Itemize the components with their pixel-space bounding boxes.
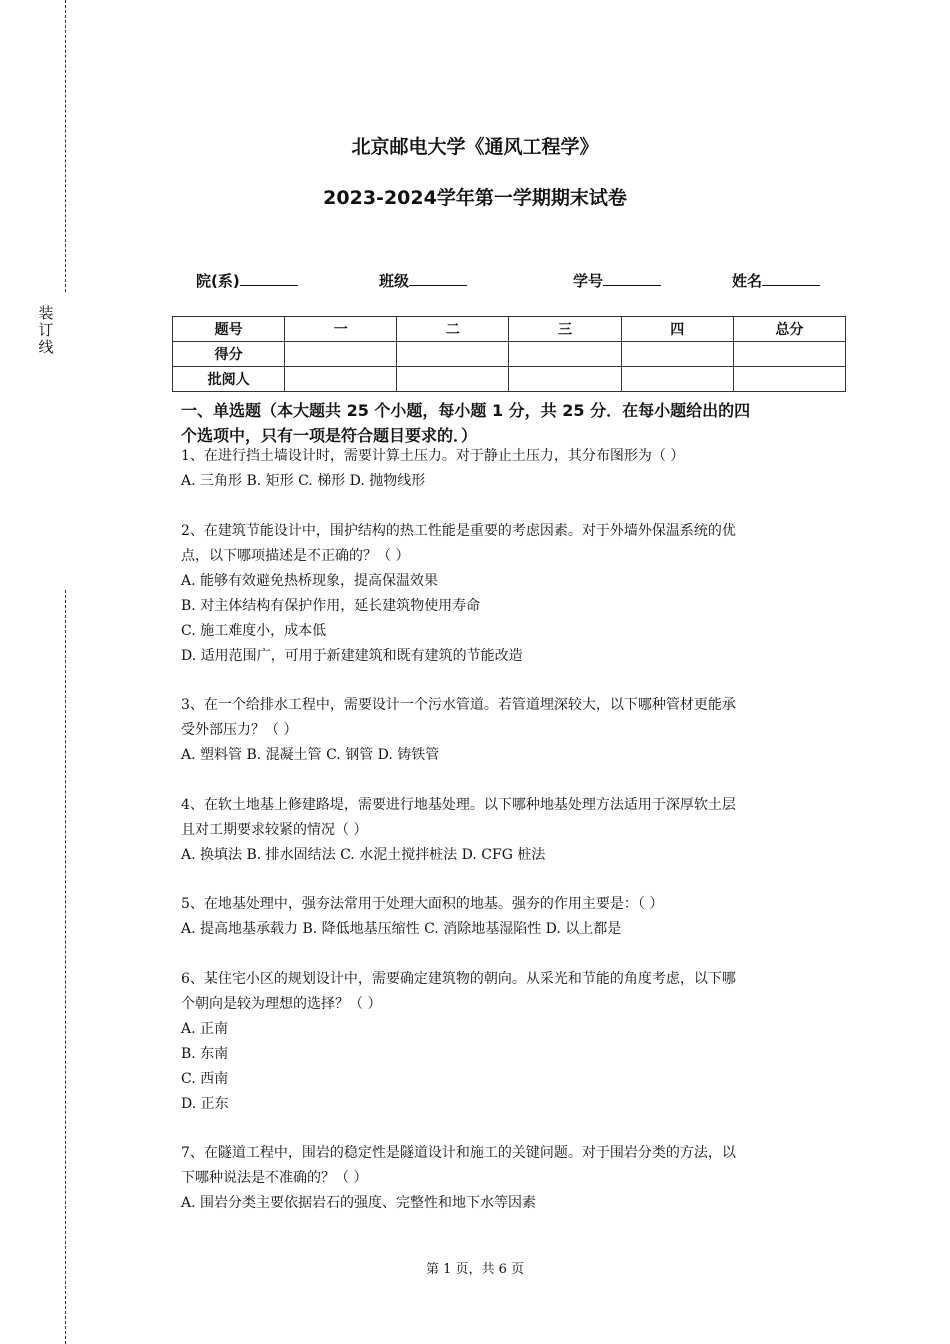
page-footer: 第 1 页，共 6 页 (425, 1262, 525, 1277)
question-option: B. 对主体结构有保护作用，延长建筑物使用寿命 (181, 598, 481, 614)
score-row (173, 342, 846, 367)
score-header-cell: 三 (509, 317, 621, 342)
score-header-cell: 一 (285, 317, 397, 342)
reviewer-cell[interactable] (285, 367, 397, 392)
question-option: C. 西南 (181, 1071, 229, 1087)
question-stem: 5、在地基处理中，强夯法常用于处理大面积的地基。强夯的作用主要是：（ ） (181, 896, 664, 912)
binding-line-bottom (65, 590, 66, 1344)
info-blank[interactable] (603, 271, 661, 286)
question-stem: 6、某住宅小区的规划设计中，需要确定建筑物的朝向。从采光和节能的角度考虑，以下哪 (181, 971, 736, 987)
score-header-cell: 四 (621, 317, 733, 342)
info-field-department[interactable] (196, 270, 298, 291)
question-stem: 受外部压力？（ ） (181, 722, 298, 738)
score-cell[interactable] (509, 342, 621, 367)
question-option: C. 施工难度小，成本低 (181, 623, 327, 639)
section-heading-line: 个选项中，只有一项是符合题目要求的．） (181, 426, 478, 445)
info-field-class[interactable] (379, 270, 467, 291)
score-header-cell: 二 (397, 317, 509, 342)
reviewer-cell[interactable] (621, 367, 733, 392)
question-stem: 3、在一个给排水工程中，需要设计一个污水管道。若管道埋深较大，以下哪种管材更能承 (181, 697, 736, 713)
binding-char: 订 (38, 321, 54, 339)
score-cell[interactable] (285, 342, 397, 367)
reviewer-row (173, 367, 846, 392)
question-stem: 2、在建筑节能设计中，围护结构的热工性能是重要的考虑因素。对于外墙外保温系统的优 (181, 523, 736, 539)
score-header-cell: 题号 (173, 317, 285, 342)
info-label: 班级 (379, 272, 410, 290)
question-options: A. 换填法 B. 排水固结法 C. 水泥土搅拌桩法 D. CFG 桩法 (181, 847, 546, 863)
question-option: A. 正南 (181, 1021, 229, 1037)
score-row-label: 批阅人 (173, 367, 285, 392)
reviewer-cell[interactable] (733, 367, 845, 392)
question-stem: 点，以下哪项描述是不正确的？（ ） (181, 548, 410, 564)
score-table-header (173, 317, 846, 342)
score-header-cell: 总分 (733, 317, 845, 342)
question-stem: 下哪种说法是不准确的？（ ） (181, 1170, 368, 1186)
score-cell[interactable] (621, 342, 733, 367)
exam-subtitle: 2023-2024学年第一学期期末试卷 (323, 187, 627, 209)
binding-char: 线 (38, 338, 54, 356)
info-label: 学号 (573, 272, 604, 290)
score-cell[interactable] (397, 342, 509, 367)
score-table (172, 316, 846, 392)
binding-char: 装 (38, 304, 54, 322)
info-blank[interactable] (409, 271, 467, 286)
question-stem: 个朝向是较为理想的选择？（ ） (181, 996, 382, 1012)
question-option: D. 适用范围广，可用于新建建筑和既有建筑的节能改造 (181, 648, 523, 664)
info-field-name[interactable] (732, 270, 820, 291)
question-options: A. 塑料管 B. 混凝土管 C. 钢管 D. 铸铁管 (181, 747, 440, 763)
info-label: 院(系) (196, 272, 240, 290)
question-options: A. 提高地基承载力 B. 降低地基压缩性 C. 消除地基湿陷性 D. 以上都是 (181, 921, 622, 937)
reviewer-cell[interactable] (397, 367, 509, 392)
score-cell[interactable] (733, 342, 845, 367)
section-heading-line: 一、单选题（本大题共 25 个小题，每小题 1 分，共 25 分．在每小题给出的四 (181, 401, 751, 420)
question-option: A. 围岩分类主要依据岩石的强度、完整性和地下水等因素 (181, 1195, 537, 1211)
question-options: A. 三角形 B. 矩形 C. 梯形 D. 抛物线形 (181, 473, 426, 489)
question-option: B. 东南 (181, 1046, 229, 1062)
info-blank[interactable] (762, 271, 820, 286)
question-stem: 7、在隧道工程中，围岩的稳定性是隧道设计和施工的关键问题。对于围岩分类的方法，以 (181, 1145, 736, 1161)
section-heading (181, 398, 846, 448)
reviewer-cell[interactable] (509, 367, 621, 392)
score-row-label: 得分 (173, 342, 285, 367)
question-stem: 4、在软土地基上修建路堤，需要进行地基处理。以下哪种地基处理方法适用于深厚软土层 (181, 797, 736, 813)
info-blank[interactable] (240, 271, 298, 286)
exam-title: 北京邮电大学《通风工程学》 (351, 136, 599, 158)
question-stem: 且对工期要求较紧的情况（ ） (181, 822, 368, 838)
question-option: D. 正东 (181, 1096, 229, 1112)
question-option: A. 能够有效避免热桥现象，提高保温效果 (181, 573, 439, 589)
binding-label (38, 305, 54, 356)
info-field-student-id[interactable] (573, 270, 661, 291)
question-stem: 1、在进行挡土墙设计时，需要计算土压力。对于静止土压力，其分布图形为（ ） (181, 448, 685, 464)
info-label: 姓名 (732, 272, 763, 290)
